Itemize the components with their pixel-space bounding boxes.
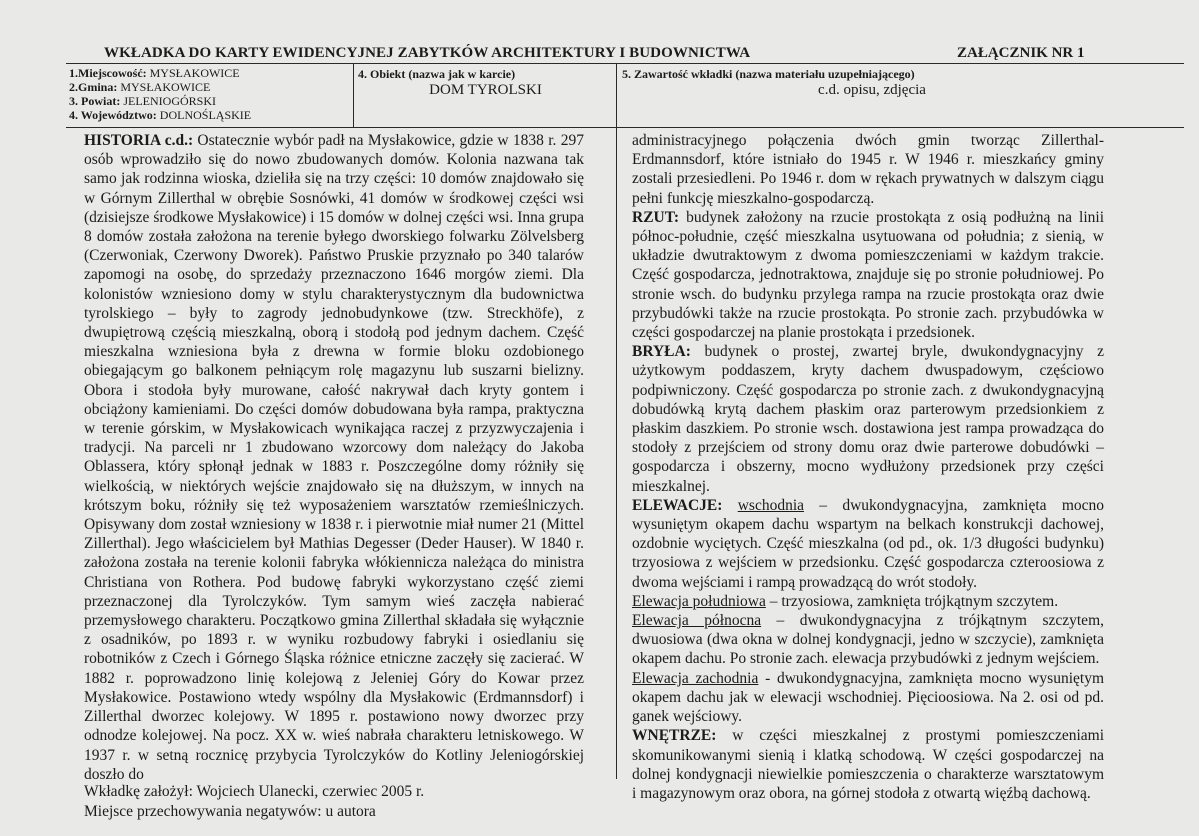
east-elevation-text: – dwukondygnacyjna, zamknięta mocno wysuniętym okapem dachu wspartym na belkach konstrukcji dachowej, ozdobnie wyciętych. Część mieszkalna (od pd., ok. 1/3 długości budynku) trzyosiowa z wejściem w przedsionku. Część gospodarcza czteroosiowa z dwoma wejściami i rampą prowadzącą do wrót stodoły. [632, 496, 1105, 591]
bryla-label: BRYŁA: [632, 343, 691, 361]
header-bottom-rule [66, 127, 1184, 128]
annex-label: ZAŁĄCZNIK NR 1 [957, 45, 1085, 61]
meta-voivodeship [69, 109, 251, 122]
voivodeship-label: 4. Województwo: [69, 108, 157, 122]
south-elevation-text: – trzyosiowa, zamknięta trójkątnym szczytem. [769, 592, 1059, 610]
elewacje-label: ELEWACJE: [632, 496, 723, 514]
county-label: 3. Powiat: [69, 94, 121, 108]
meta-county [69, 95, 216, 108]
bryla-text: budynek o prostej, zwartej bryle, dwukondygnacyjny z użytkowym poddaszem, kryty dachem dwuspadowym, częściowo podpiwniczony. Część gospodarcza po stronie zach. z dwukondygnacyjną dobudówką krytą dachem płaskim oraz parterowym przedsionkiem z płaskim daszkiem. Po stronie wsch. dostawiona jest rampa prowadząca do stodoły z przejściem od strony domu oraz dwie parterowe dobudówki – gospodarcza i obszerny, mocno wydłużony przedsionek przy części mieszkalnej. [632, 343, 1104, 495]
founded-by-line: Wkładkę założył: Wojciech Ulanecki, czerwiec 2005 r. [84, 783, 425, 800]
header-divider-2 [616, 63, 617, 127]
meta-commune [69, 81, 210, 94]
east-elevation-label: wschodnia [737, 496, 805, 514]
locality-label: 1.Miejscowość: [69, 66, 147, 80]
bryla-paragraph [632, 342, 1104, 496]
south-elevation-paragraph [632, 592, 1104, 611]
voivodeship-value: DOLNOŚLĄSKIE [159, 108, 252, 122]
rzut-paragraph [632, 208, 1104, 342]
locality-value: MYSŁAKOWICE [149, 66, 240, 80]
history-label: HISTORIA c.d.: [84, 132, 194, 149]
commune-label: 2.Gmina: [69, 80, 118, 94]
continuation-paragraph: administracyjnego połączenia dwóch gmin tworząc Zillerthal-Erdmannsdorf, które istniało do 1945 r. W 1946 r. mieszkańcy gminy zostali przesiedleni. Po 1946 r. dom w rękach prywatnych w dalszym ciągu pełni funkcję mieszkalno-gospodarczą. [632, 132, 1104, 207]
history-column [84, 131, 584, 784]
history-text: Ostatecznie wybór padł na Mysłakowice, gdzie w 1838 r. 297 osób wprowadziło się do nowo zbudowanych domów. Kolonia nazwana tak samo jak rodzinna wioska, dzieliła się na trzy części: 10 domów znajdowało się w Górnym Zillerthal w obrębie Sosnówki, 41 domów w środkowej części wsi (dzisiejsze środkowe Mysłakowice) i 15 domów w dolnej części wsi. Inna grupa 8 domów została założona na terenie byłego dworskiego folwarku Zölvelsberg (Czerwoniak, Czerwony Dworek). Państwo Pruskie przyznało po 340 talarów zapomogi na osobę, do sprzedaży przeznaczono 1646 morgów ziemi. Dla kolonistów wzniesiono domy w stylu charakterystycznym dla budownictwa tyrolskiego – były to zagrody jednobudynkowe (tzw. Streckhöfe), z dwupiętrową częścią mieszkalną, oborą i stodołą pod jednym dachem. Część mieszkalna wzniesiona była z drewna w formie bloku ozdobionego obiegającym go balkonem pełniącym rolę magazynu lub suszarni bielizny. Obora i stodoła były murowane, całość nakrywał dach kryty gontem i obciążony kamieniami. Do części domów dobudowana była rampa, praktyczna w terenie górskim, w Mysłakowicach wynikająca raczej z przyzwyczajenia i tradycji. Na parceli nr 1 zbudowano wzorcowy dom należący do Jakoba Oblassera, który spłonął jednak w 1883 r. Poszczególne domy różniły się wielkością, w niektórych wejście znajdowało się na dłuższym, w innych na krótszym boku, różniły się też wyposażeniem warsztatów rzemieślniczych. Opisywany dom został wzniesiony w 1838 r. i pierwotnie miał numer 21 (Mittel Zillerthal). Jego właścicielem był Mathias Degesser (Deder Hauser). W 1840 r. założona została na terenie kolonii fabryka włókiennicza należąca do ministra Christiana von Rothera. Pod budowę fabryki wykorzystano część ziemi przeznaczonej dla Tyrolczyków. Tym samym wieś zaczęła nabierać przemysłowego charakteru. Początkowo gmina Zillerthal składała się wyłącznie z osadników, po 1893 r. w wyniku rozbudowy fabryki i osiedlaniu się robotników z Czech i Górnego Śląska różnice etniczne zaczęły się zacierać. W 1882 r. poprowadzono linię kolejową z Jeleniej Góry do Kowar przez Mysłakowice. Postawiono wtedy wspólny dla Mysłakowic (Erdmannsdorf) i Zillerthal dworzec kolejowy. W 1895 r. postawiono nowy dworzec przy odnodze kolejowej. Na pocz. XX w. wieś nabrała charakteru letniskowego. W 1937 r. w setną rocznicę przybycia Tyrolczyków do Kotliny Jeleniogórskiej doszło do [84, 132, 584, 783]
negatives-location-line: Miejsce przechowywania negatywów: u autora [84, 803, 376, 820]
north-elevation-paragraph [632, 611, 1104, 669]
commune-value: MYSŁAKOWICE [120, 80, 211, 94]
north-elevation-text: – dwukondygnacyjna z trójkątnym szczytem, dwuosiowa (dwa okna w dolnej kondygnacji, jedno w szczycie), zamknięta okapem dachu. Po stronie zach. elewacja przybudówki z jednym wejściem. [632, 612, 1104, 668]
content-value: c.d. opisu, zdjęcia [818, 82, 926, 98]
west-elevation-label: Elewacja zachodnia [632, 669, 759, 687]
meta-locality [69, 67, 240, 80]
document-title: WKŁADKA DO KARTY EWIDENCYJNEJ ZABYTKÓW ARCHITEKTURY I BUDOWNICTWA [104, 45, 751, 61]
west-elevation-paragraph [632, 669, 1104, 727]
south-elevation-label: Elewacja południowa [632, 592, 766, 610]
content-label: 5. Zawartość wkładki (nazwa materiału uzupełniającego) [622, 67, 915, 81]
west-elevation-text: - dwukondygnacyjna, zamknięta mocno wysuniętym okapem dachu jak w elewacji wschodniej. Pięcioosiowa. Na 2. osi od pd. ganek wejściowy. [632, 669, 1105, 726]
rzut-label: RZUT: [632, 208, 680, 226]
interior-label: WNĘTRZE: [632, 727, 717, 745]
north-elevation-label: Elewacja północna [632, 612, 762, 630]
object-value: DOM TYROLSKI [429, 82, 542, 98]
elewacje-paragraph [632, 496, 1104, 592]
header-top-rule [66, 63, 1184, 64]
description-column [632, 131, 1104, 803]
history-paragraph [84, 131, 584, 784]
county-value: JELENIOGÓRSKI [123, 94, 216, 108]
object-label: 4. Obiekt (nazwa jak w karcie) [358, 67, 516, 81]
interior-paragraph [632, 726, 1104, 803]
body-column-divider [616, 127, 617, 779]
header-divider-1 [353, 63, 354, 127]
interior-text: w części mieszkalnej z prostymi pomieszczeniami skomunikowanymi sienią i klatką schodową. W części gospodarczej na dolnej kondygnacji niewielkie pomieszczenia o charakterze warsztatowym i magazynowym oraz obora, na górnej stodoła z otwartą więźbą dachową. [632, 727, 1104, 802]
rzut-text: budynek założony na rzucie prostokąta z osią podłużną na linii północ-południe, część mieszkalna usytuowana od południa; z sienią, w układzie dwutraktowym z dwoma pomieszczeniami w każdym trakcie. Część gospodarcza, jednotraktowa, znajduje się po stronie południowej. Po stronie wsch. do budynku przylega rampa na rzucie prostokąta oraz dwie przybudówki także na rzucie prostokąta. Po stronie zach. przybudówka w części gospodarczej na planie prostokąta i przedsionek. [632, 208, 1104, 342]
